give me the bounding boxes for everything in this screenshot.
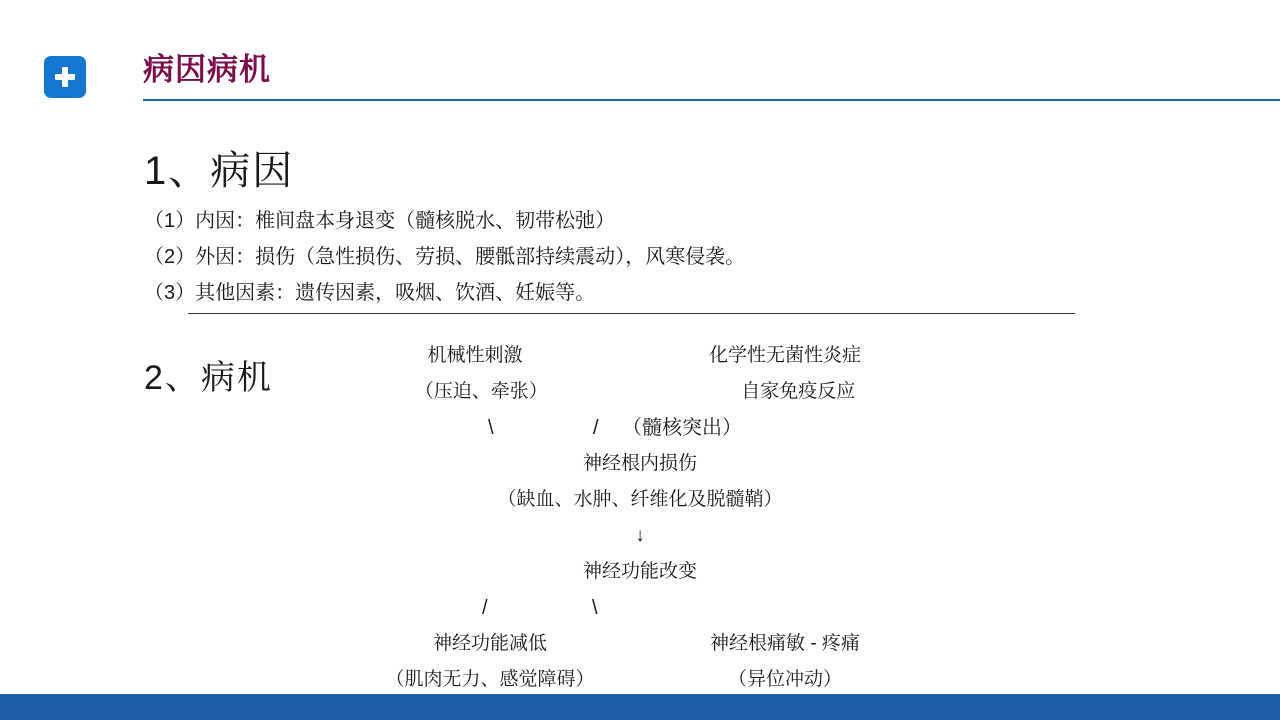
flow-row-sub	[330, 374, 950, 410]
flow-node-nerve-root-injury: 神经根内损伤	[582, 453, 697, 474]
flow-node-function-decrease-detail: （肌肉无力、感觉障碍）	[385, 669, 595, 690]
flow-node-mechanical-stimulus: 机械性刺激	[427, 345, 523, 366]
flow-node-compression-traction: （压迫、牵张）	[414, 381, 548, 402]
flow-node-pain-sensitization: 神经根痛敏 - 疼痛	[710, 633, 860, 654]
flow-row-leaf-detail	[330, 662, 950, 698]
flow-note-herniation: （髓核突出）	[622, 417, 742, 439]
section-two-heading: 2、病机	[144, 359, 273, 397]
branch-line-left-icon: \	[488, 417, 494, 439]
down-arrow-icon: ↓	[635, 525, 645, 546]
medical-cross-icon	[44, 56, 86, 98]
pathogenesis-flow-diagram	[330, 338, 950, 698]
list-item: （2）外因：损伤（急性损伤、劳损、腰骶部持续震动），风寒侵袭。	[144, 246, 746, 268]
page-title: 病因病机	[143, 52, 271, 87]
flow-row-top	[330, 338, 950, 374]
flow-node-chemical-inflammation: 化学性无菌性炎症	[708, 345, 861, 366]
flow-branch-upper	[330, 410, 950, 446]
header-divider	[143, 99, 1280, 101]
flow-node-function-decrease: 神经功能减低	[432, 633, 547, 654]
section-one-heading: 1、病因	[144, 149, 295, 193]
slide-header	[0, 0, 1280, 104]
cross-glyph	[54, 66, 76, 88]
list-item: （3）其他因素：遗传因素，吸烟、饮酒、妊娠等。	[144, 282, 596, 304]
flow-node-autoimmune-response: 自家免疫反应	[741, 381, 856, 402]
flow-node-nerve-function-change: 神经功能改变	[582, 561, 697, 582]
flow-branch-lower	[330, 590, 950, 626]
section-divider	[188, 313, 1075, 314]
list-item: （1）内因：椎间盘本身退变（髓核脱水、韧带松弛）	[144, 210, 616, 232]
branch-line-right-icon: /	[593, 417, 599, 439]
flow-node-nerve-root-injury-detail: （缺血、水肿、纤维化及脱髓鞘）	[497, 489, 783, 510]
branch-line-right-lower-icon: \	[592, 597, 598, 619]
flow-row-leaf	[330, 626, 950, 662]
cause-list	[144, 203, 1144, 311]
flow-node-pain-detail: （异位冲动）	[727, 669, 842, 690]
branch-line-left-lower-icon: /	[482, 597, 488, 619]
footer-bar	[0, 694, 1280, 720]
